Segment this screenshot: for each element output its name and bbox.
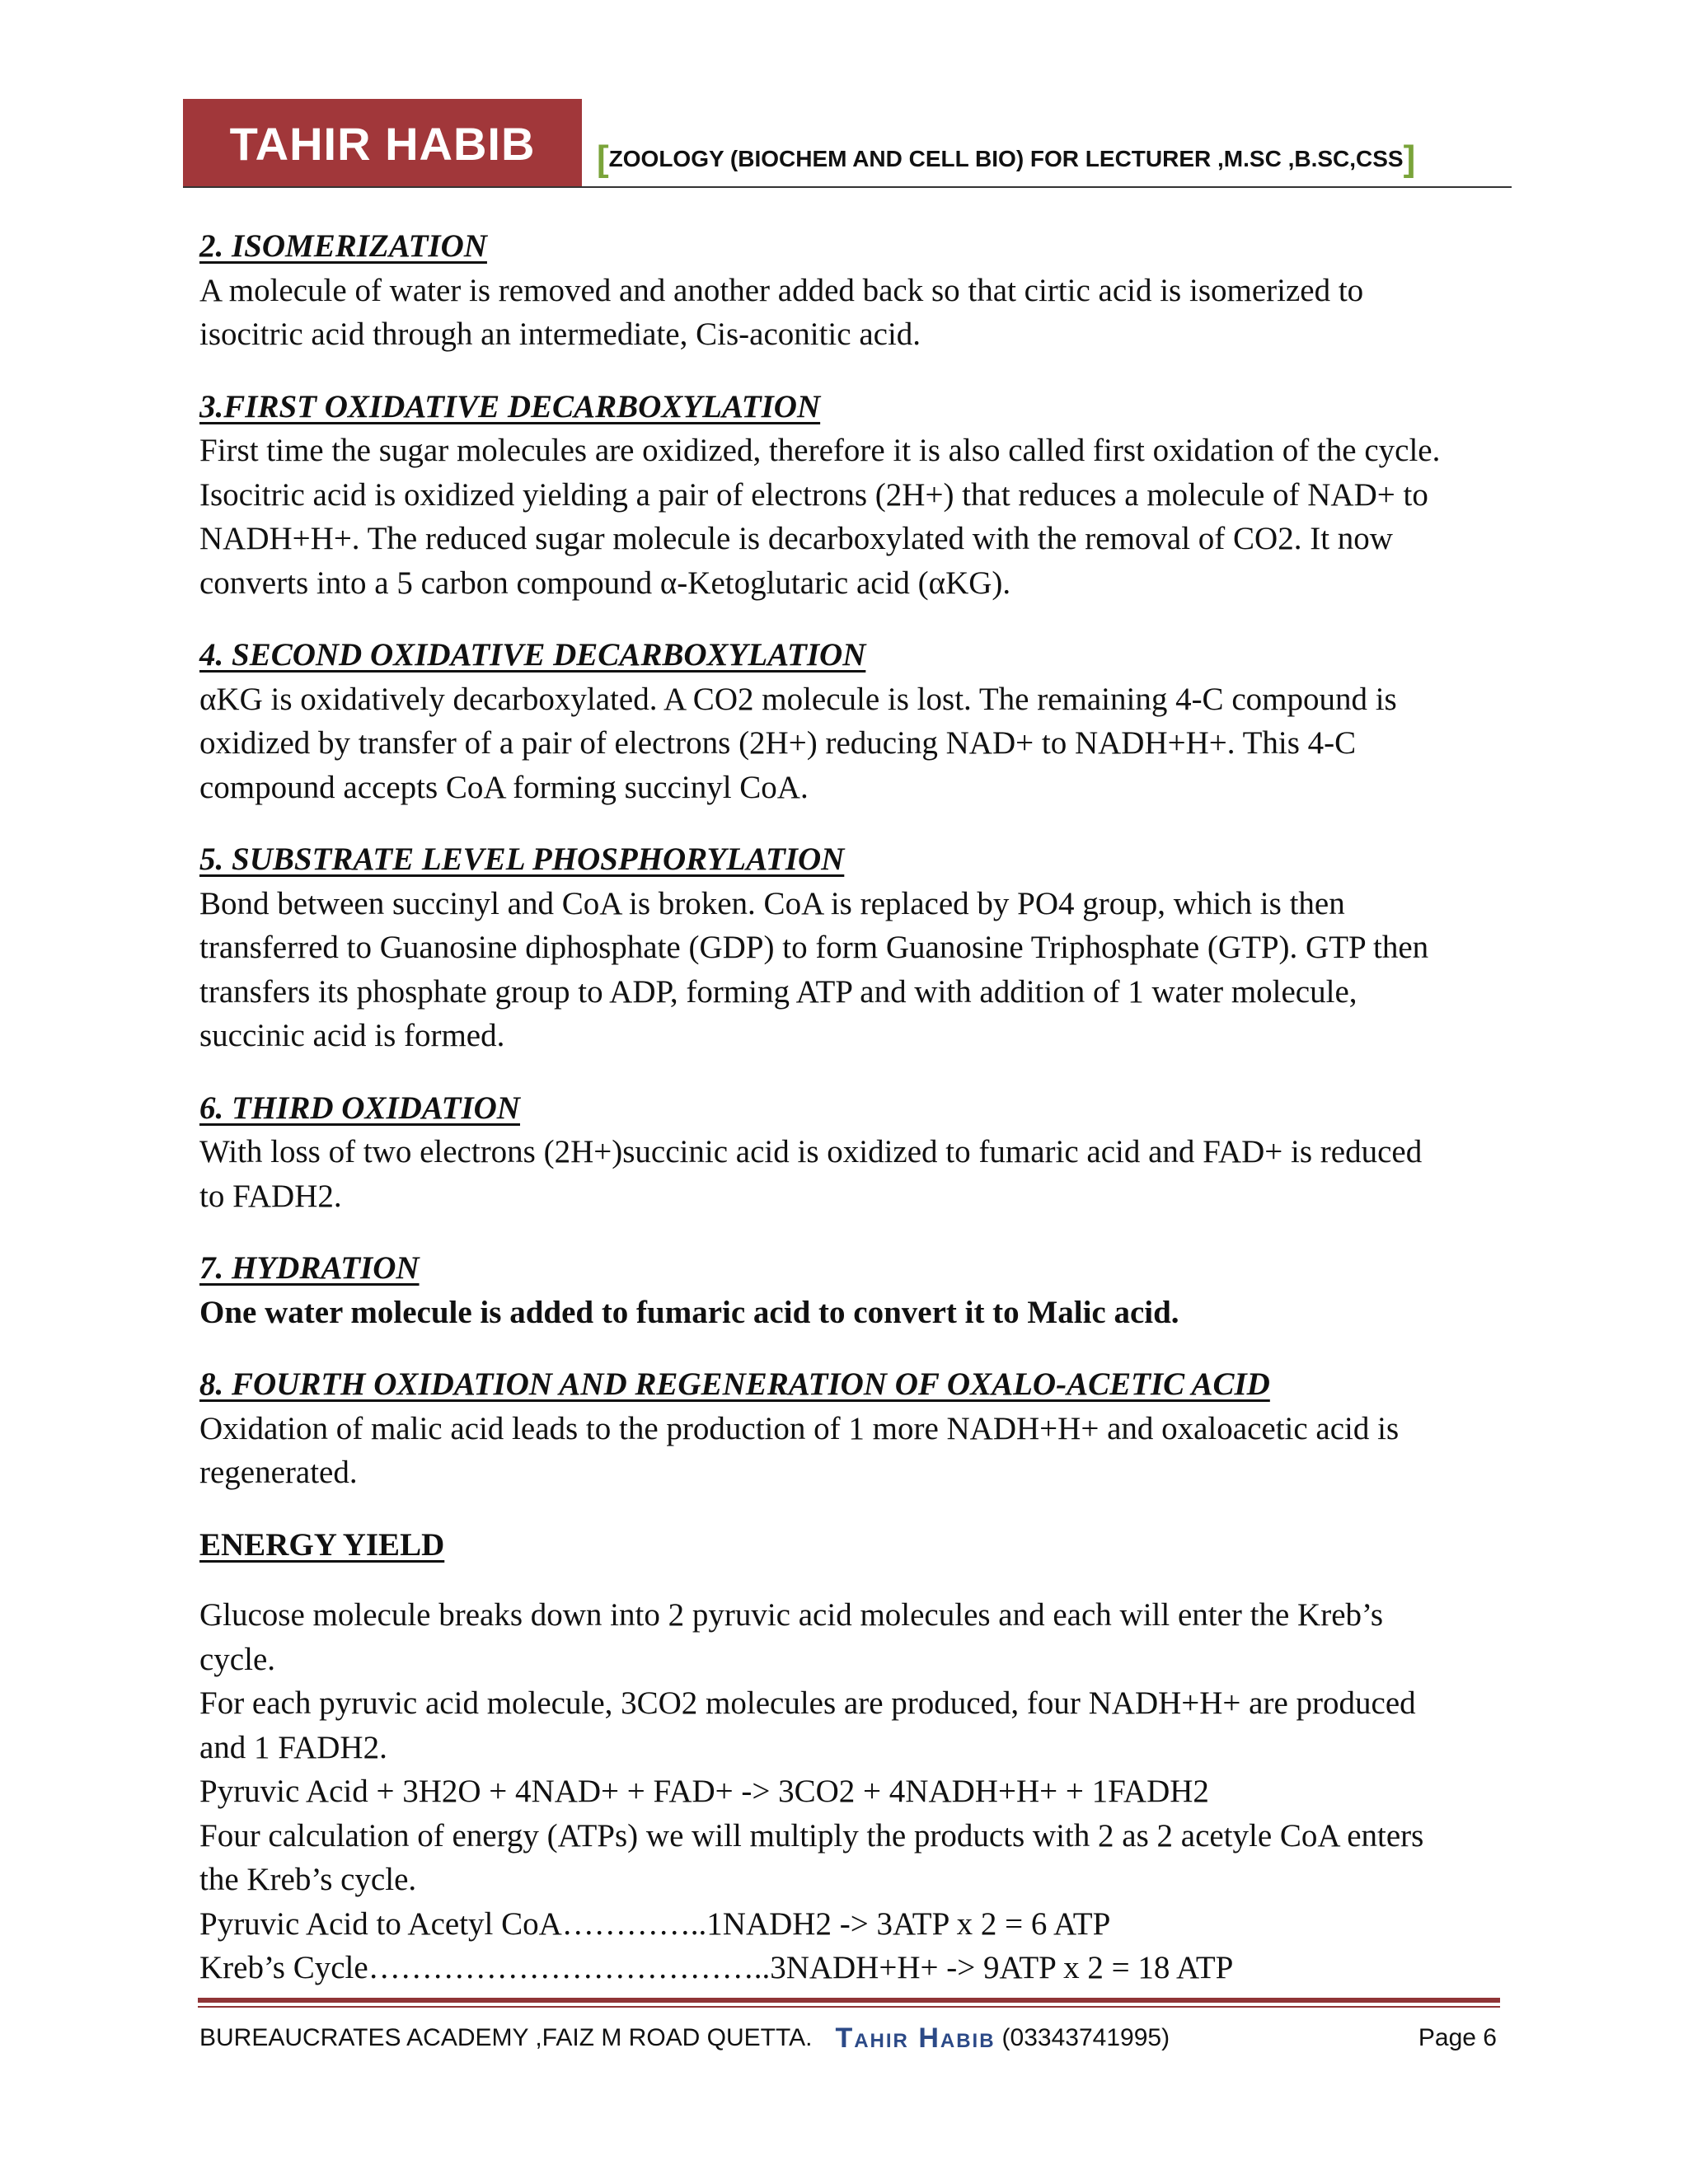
section-line: Oxidation of malic acid leads to the production of 1 more NADH+H+ and oxaloacetic acid is [199, 1410, 1400, 1446]
section-line: A molecule of water is removed and another added back so that cirtic acid is isomerized to [199, 272, 1364, 308]
section-line: to FADH2. [199, 1178, 342, 1214]
section-line: First time the sugar molecules are oxidized, therefore it is also called first oxidation of the cycle. [199, 433, 1441, 468]
section-line: NADH+H+. The reduced sugar molecule is decarboxylated with the removal of CO2. It now [199, 521, 1393, 556]
section-title: 5. SUBSTRATE LEVEL PHOSPHORYLATION [199, 841, 845, 877]
equation-line: Pyruvic Acid + 3H2O + 4NAD+ + FAD+ -> 3CO2 + 4NADH+H+ + 1FADH2 [199, 1774, 1209, 1809]
section-hydration [199, 1246, 1502, 1334]
footer-page-number: Page 6 [1418, 2024, 1497, 2051]
footer-divider-thin [198, 2006, 1500, 2008]
section-line: Isocitric acid is oxidized yielding a pair of electrons (2H+) that reduces a molecule of NAD+ to [199, 476, 1428, 513]
footer-academy: BUREAUCRATES ACADEMY ,FAIZ M ROAD QUETTA. [199, 2024, 813, 2051]
section-line: αKG is oxidatively decarboxylated. A CO2 molecule is lost. The remaining 4-C compound is [199, 681, 1397, 717]
section-substrate-level-phosphorylation [199, 837, 1502, 1058]
page-footer [199, 2018, 1497, 2059]
section-first-oxidative-decarboxylation [199, 385, 1502, 606]
footer-phone: (03343741995) [1001, 2024, 1170, 2051]
section-title: 2. ISOMERIZATION [199, 228, 487, 264]
section-line: One water molecule is added to fumaric acid to convert it to Malic acid. [199, 1294, 1179, 1330]
section-line: Bond between succinyl and CoA is broken. CoA is replaced by PO4 group, which is then [199, 885, 1345, 921]
section-line: regenerated. [199, 1455, 358, 1490]
section-line: isocitric acid through an intermediate, Cis-aconitic acid. [199, 316, 921, 352]
energy-line: Four calculation of energy (ATPs) we will multiply the products with 2 as 2 acetyle CoA enters [199, 1817, 1424, 1854]
header-subtitle [597, 138, 1415, 180]
section-title: 7. HYDRATION [199, 1250, 420, 1286]
section-line: transfers its phosphate group to ADP, forming ATP and with addition of 1 water molecule, [199, 973, 1357, 1010]
header-bracket-open: [ [597, 138, 609, 179]
energy-line: the Kreb’s cycle. [199, 1862, 417, 1897]
header-name: TAHIR HABIB [229, 117, 536, 170]
footer-divider-thick [198, 1998, 1500, 2003]
section-second-oxidative-decarboxylation [199, 633, 1502, 809]
energy-yield-body [199, 1593, 1502, 1990]
header-bracket-close: ] [1403, 138, 1416, 179]
section-line: succinic acid is formed. [199, 1018, 505, 1053]
section-line: transferred to Guanosine diphosphate (GDP) to form Guanosine Triphosphate (GTP). GTP then [199, 930, 1429, 965]
atp-calc-line: Kreb’s Cycle………………………………..3NADH+H+ -> 9ATP x 2 = 18 ATP [199, 1950, 1234, 1985]
section-line: converts into a 5 carbon compound α-Ketoglutaric acid (αKG). [199, 565, 1011, 601]
header-name-box [183, 99, 582, 188]
section-title: 3.FIRST OXIDATIVE DECARBOXYLATION [199, 388, 821, 424]
energy-line: For each pyruvic acid molecule, 3CO2 molecules are produced, four NADH+H+ are produced [199, 1685, 1416, 1721]
section-title: 4. SECOND OXIDATIVE DECARBOXYLATION [199, 637, 866, 673]
section-third-oxidation [199, 1086, 1502, 1219]
atp-calc-line: Pyruvic Acid to Acetyl CoA…………..1NADH2 -> 3ATP x 2 = 6 ATP [199, 1905, 1111, 1942]
footer-author: Tahir Habib [835, 2022, 996, 2054]
section-fourth-oxidation [199, 1362, 1502, 1495]
section-isomerization [199, 224, 1502, 357]
header-divider [183, 186, 1512, 188]
section-title: 6. THIRD OXIDATION [199, 1090, 520, 1126]
energy-line: Glucose molecule breaks down into 2 pyruvic acid molecules and each will enter the Kreb’s [199, 1597, 1384, 1633]
section-line: With loss of two electrons (2H+)succinic acid is oxidized to fumaric acid and FAD+ is reduced [199, 1134, 1423, 1169]
section-line: compound accepts CoA forming succinyl CoA. [199, 769, 809, 805]
energy-line: cycle. [199, 1641, 276, 1677]
section-title: ENERGY YIELD [199, 1526, 445, 1563]
energy-line: and 1 FADH2. [199, 1729, 387, 1765]
section-line: oxidized by transfer of a pair of electrons (2H+) reducing NAD+ to NADH+H+. This 4-C [199, 725, 1357, 761]
page-content [199, 224, 1502, 2018]
header-subtitle-text: ZOOLOGY (BIOCHEM AND CELL BIO) FOR LECTURER ,M.SC ,B.SC,CSS [608, 146, 1404, 171]
section-title: 8. FOURTH OXIDATION AND REGENERATION OF OXALO-ACETIC ACID [199, 1366, 1270, 1402]
section-energy-yield [199, 1523, 1502, 1990]
